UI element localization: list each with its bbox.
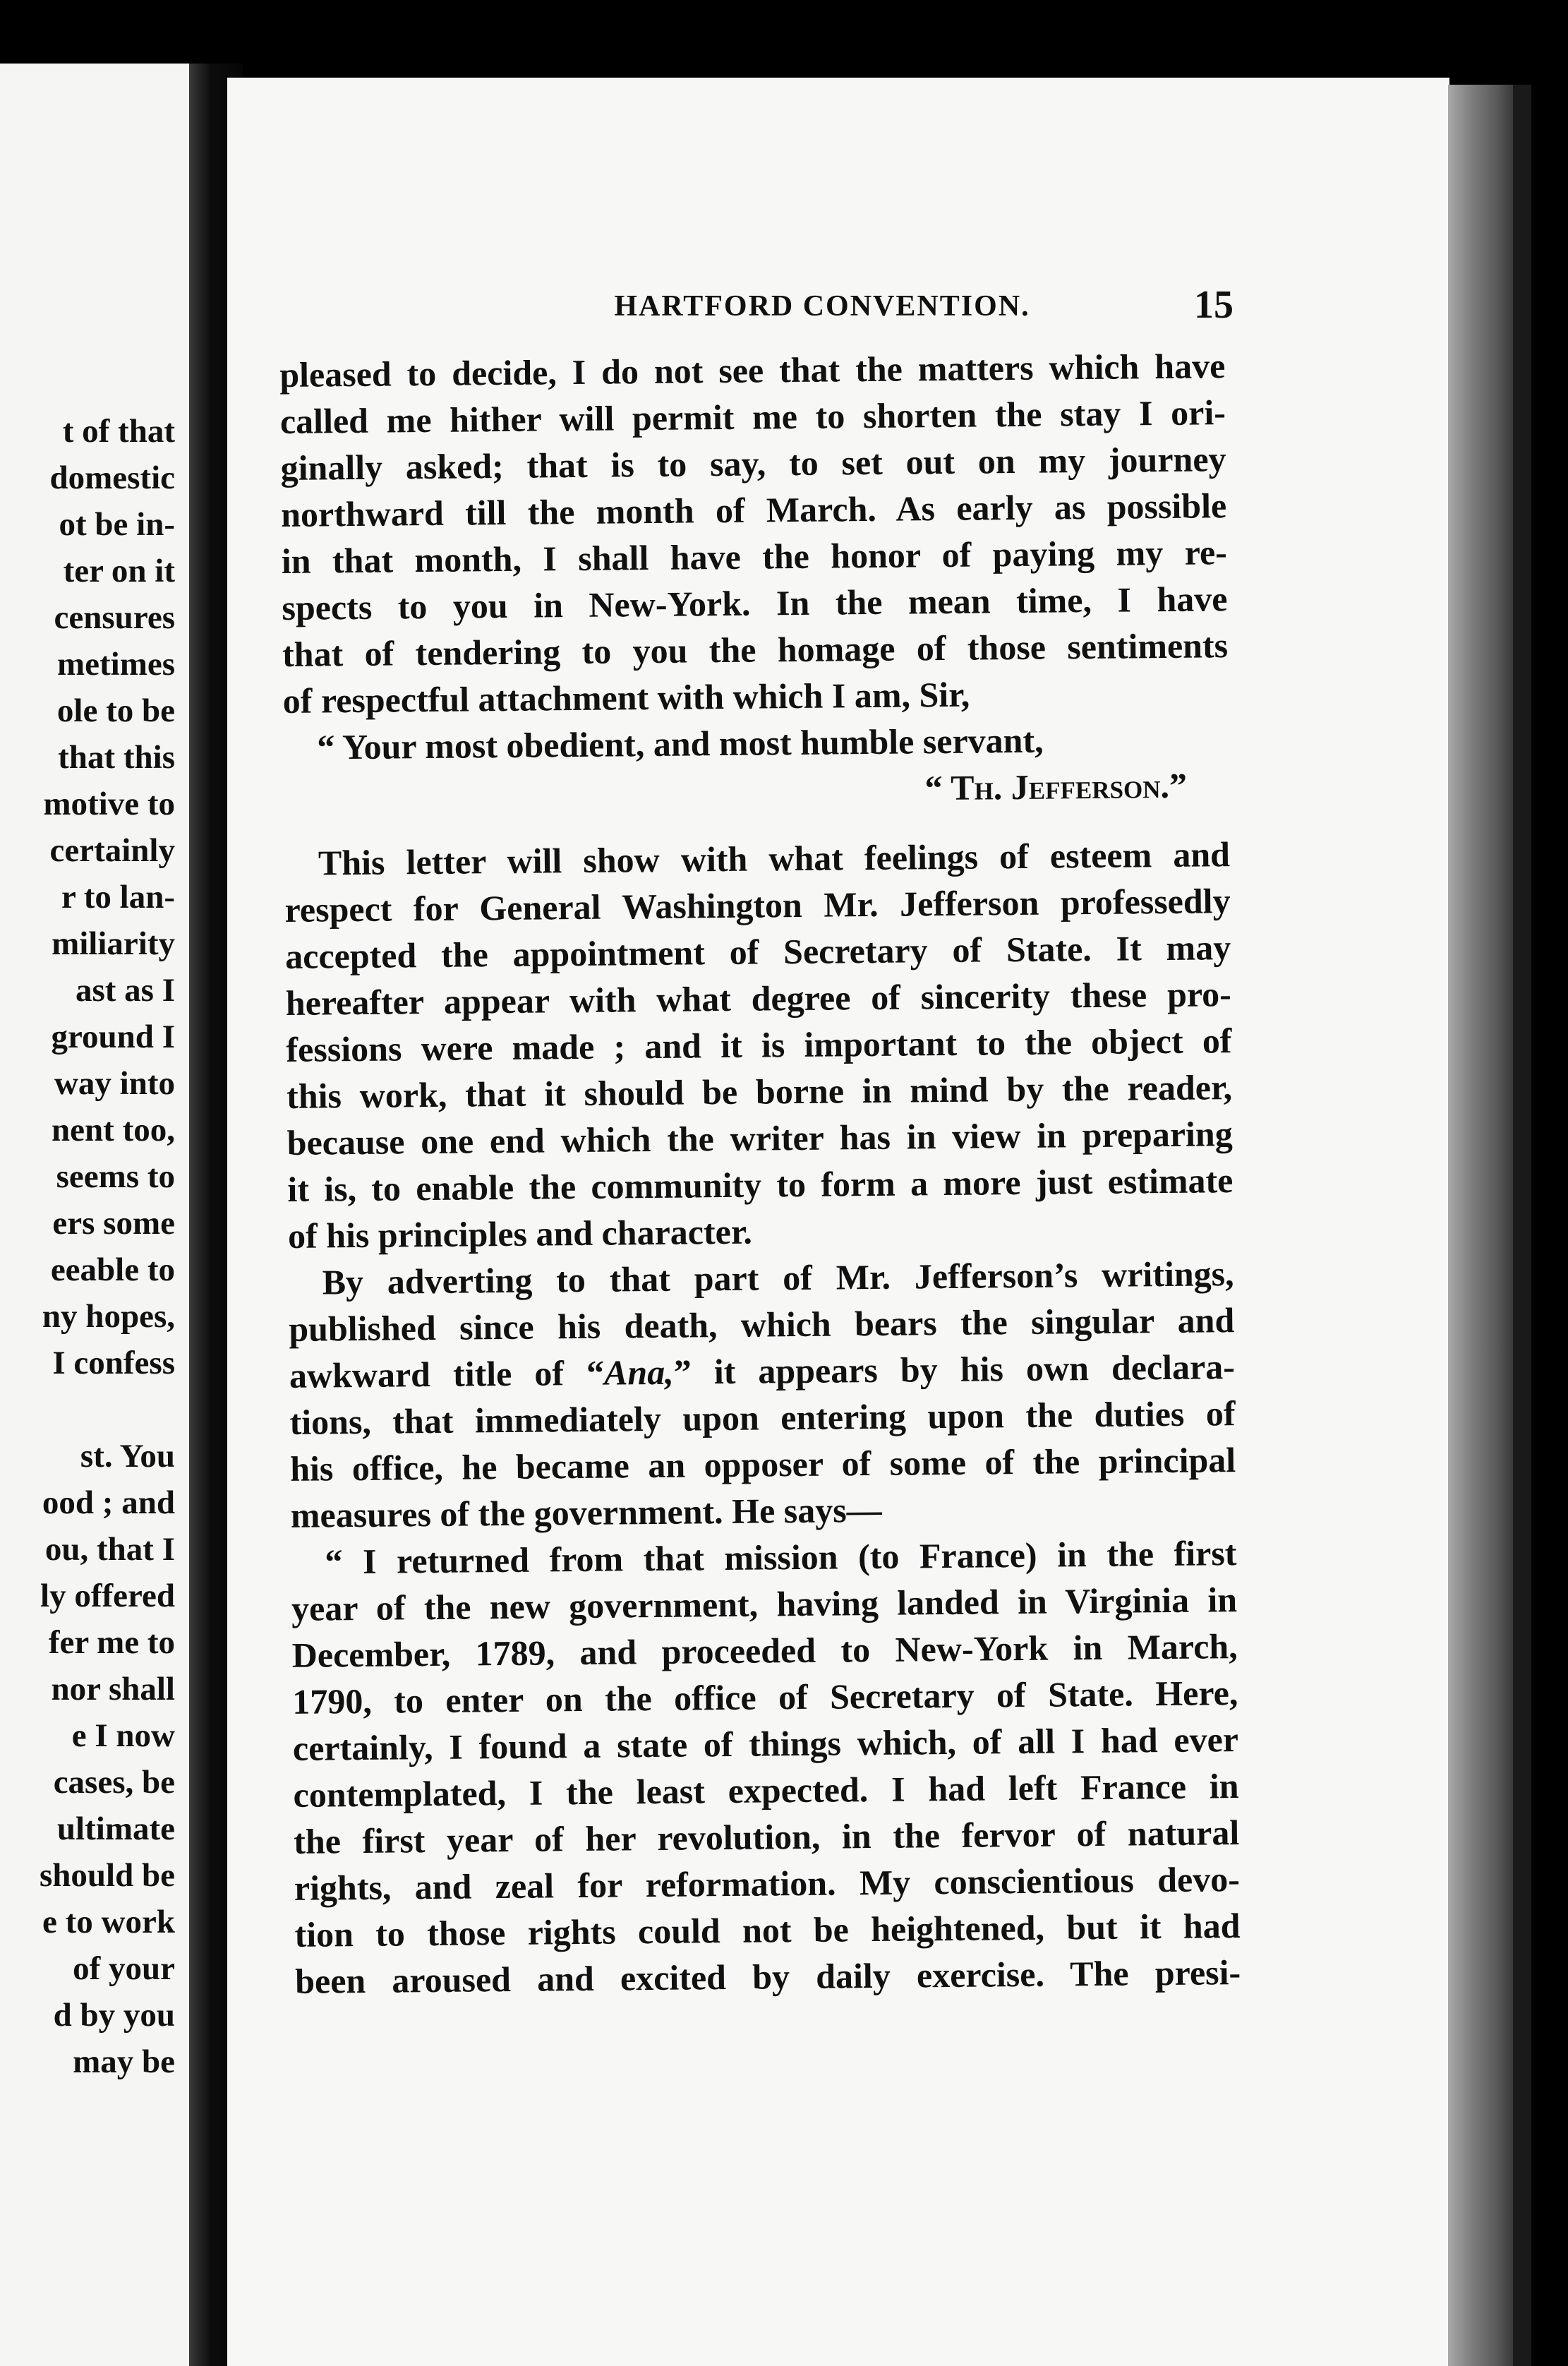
italic-title: Ana, [603, 1352, 674, 1393]
text-line: rights, and zeal for reformation. My conscientious devo- [294, 1859, 1241, 1908]
text-line: his office, he became an opposer of some of the principal [289, 1440, 1236, 1489]
text-line: of his principles and character. [287, 1211, 753, 1256]
text-line: ginally asked; that is to say, to set out on my journey [280, 439, 1226, 488]
paragraph-letter-comment [284, 831, 1234, 1259]
facing-page-line: I confess [52, 1345, 175, 1381]
text-line: pleased to decide, I do not see that the matters which have [279, 346, 1226, 395]
facing-page-line: ground I [51, 1019, 175, 1055]
paragraph-quotation [291, 1530, 1241, 2005]
facing-page-line: of your [73, 1950, 175, 1987]
text-line: published since his death, which bears the singular and [289, 1300, 1235, 1349]
facing-page-line: should be [39, 1857, 175, 1894]
text-line: it is, to enable the community to form a more just estimate [287, 1160, 1234, 1209]
text-line: contemplated, I the least expected. I had left France in [293, 1766, 1239, 1815]
body-text [279, 342, 1241, 2005]
facing-page-line: eeable to [50, 1251, 175, 1288]
text-line: accepted the appointment of Secretary of State. It may [284, 927, 1231, 976]
facing-page-line: way into [54, 1065, 175, 1102]
letter-paragraph [279, 342, 1229, 724]
facing-page-line: d by you [53, 1997, 175, 2034]
facing-page-line: cases, be [53, 1764, 175, 1801]
facing-page-line: ter on it [63, 553, 175, 589]
text-line: spects to you in New-York. In the mean time, I have [282, 579, 1228, 627]
text-line: fessions were made ; and it is important to the object of [286, 1021, 1232, 1069]
text-line: year of the new government, having landed in Virginia in [291, 1580, 1238, 1628]
text-line: “ I returned from that mission (to France) in the first [325, 1533, 1237, 1582]
facing-page-line [40, 1386, 175, 1433]
facing-page-line: certainly [49, 832, 175, 869]
page-edge-outer [1513, 85, 1531, 2366]
text-line: northward till the month of March. As early as possible [280, 486, 1227, 534]
facing-page-line: metimes [56, 646, 175, 683]
facing-page-line: ole to be [56, 692, 175, 729]
facing-page-line: domestic [49, 460, 175, 496]
text-line: tion to those rights could not be heightened, but it had [294, 1906, 1241, 1954]
letter-signature: “ Th. Jefferson.” [924, 765, 1188, 808]
facing-page-line: may be [73, 2043, 175, 2080]
facing-page-line: ood ; and [42, 1484, 175, 1521]
text-line: because one end which the writer has in view in preparing [287, 1114, 1233, 1163]
facing-page-line: censures [54, 599, 175, 636]
facing-page-text [40, 408, 175, 2085]
facing-page-line: seems to [56, 1158, 175, 1195]
letter-closing: “ Your most obedient, and most humble servant, [317, 720, 1044, 767]
text-line: tions, that immediately upon entering upon the duties of [289, 1393, 1236, 1442]
text-line: respect for General Washington Mr. Jefferson professedly [284, 881, 1231, 930]
text-line: this work, that it should be borne in mind by the reader, [286, 1067, 1233, 1116]
facing-page-line: ny hopes, [42, 1298, 175, 1335]
facing-page-line: nent too, [52, 1112, 175, 1148]
facing-page-line: ultimate [56, 1810, 175, 1847]
paragraph-ana [288, 1250, 1236, 1539]
facing-page-line: fer me to [48, 1624, 175, 1661]
text-line: in that month, I shall have the honor of paying my re- [281, 532, 1228, 581]
text-line: By adverting to that part of Mr. Jefferson’s writings, [322, 1254, 1234, 1302]
text-line: certainly, I found a state of things which, of all I had ever [292, 1719, 1239, 1768]
running-head: HARTFORD CONVENTION. [614, 290, 1030, 323]
facing-page-line: miliarity [52, 925, 175, 962]
text-line: been aroused and excited by daily exercise. The presi- [294, 1952, 1241, 2001]
facing-page-line: t of that [62, 413, 175, 450]
facing-page-line: st. You [80, 1438, 175, 1475]
text-line: of respectful attachment with which I am, Sir, [282, 674, 970, 721]
facing-page-line: e I now [71, 1717, 175, 1754]
facing-page [0, 64, 212, 2366]
facing-page-line: ers some [52, 1205, 175, 1242]
page-edge [1448, 85, 1513, 2366]
text-line: December, 1789, and proceeded to New-York in March, [291, 1626, 1238, 1675]
facing-page-line: e to work [42, 1904, 175, 1940]
page-number: 15 [1194, 283, 1234, 327]
facing-page-line: motive to [43, 786, 175, 822]
facing-page-line: that this [58, 739, 175, 776]
facing-page-line: ly offered [40, 1578, 175, 1614]
text-line: This letter will show with what feelings of esteem and [318, 834, 1231, 883]
facing-page-line: r to lan- [61, 879, 175, 915]
facing-page-line: nor shall [51, 1671, 175, 1707]
text-line: called me hither will permit me to shorten the stay I ori- [279, 392, 1226, 441]
facing-page-line: ast as I [75, 972, 175, 1009]
text-line: that of tendering to you the homage of those sentiments [282, 625, 1229, 674]
text-line: hereafter appear with what degree of sincerity these pro- [285, 974, 1232, 1023]
text-line: measures of the government. He says— [290, 1489, 882, 1535]
facing-page-line: ou, that I [44, 1531, 175, 1568]
text-line: 1790, to enter on the office of Secretary of State. Here, [292, 1673, 1238, 1722]
facing-page-line: ot be in- [59, 506, 175, 543]
text-line: awkward title of “Ana,” it appears by his own declara- [289, 1347, 1236, 1395]
text-line: the first year of her revolution, in the fervor of natural [293, 1813, 1240, 1861]
